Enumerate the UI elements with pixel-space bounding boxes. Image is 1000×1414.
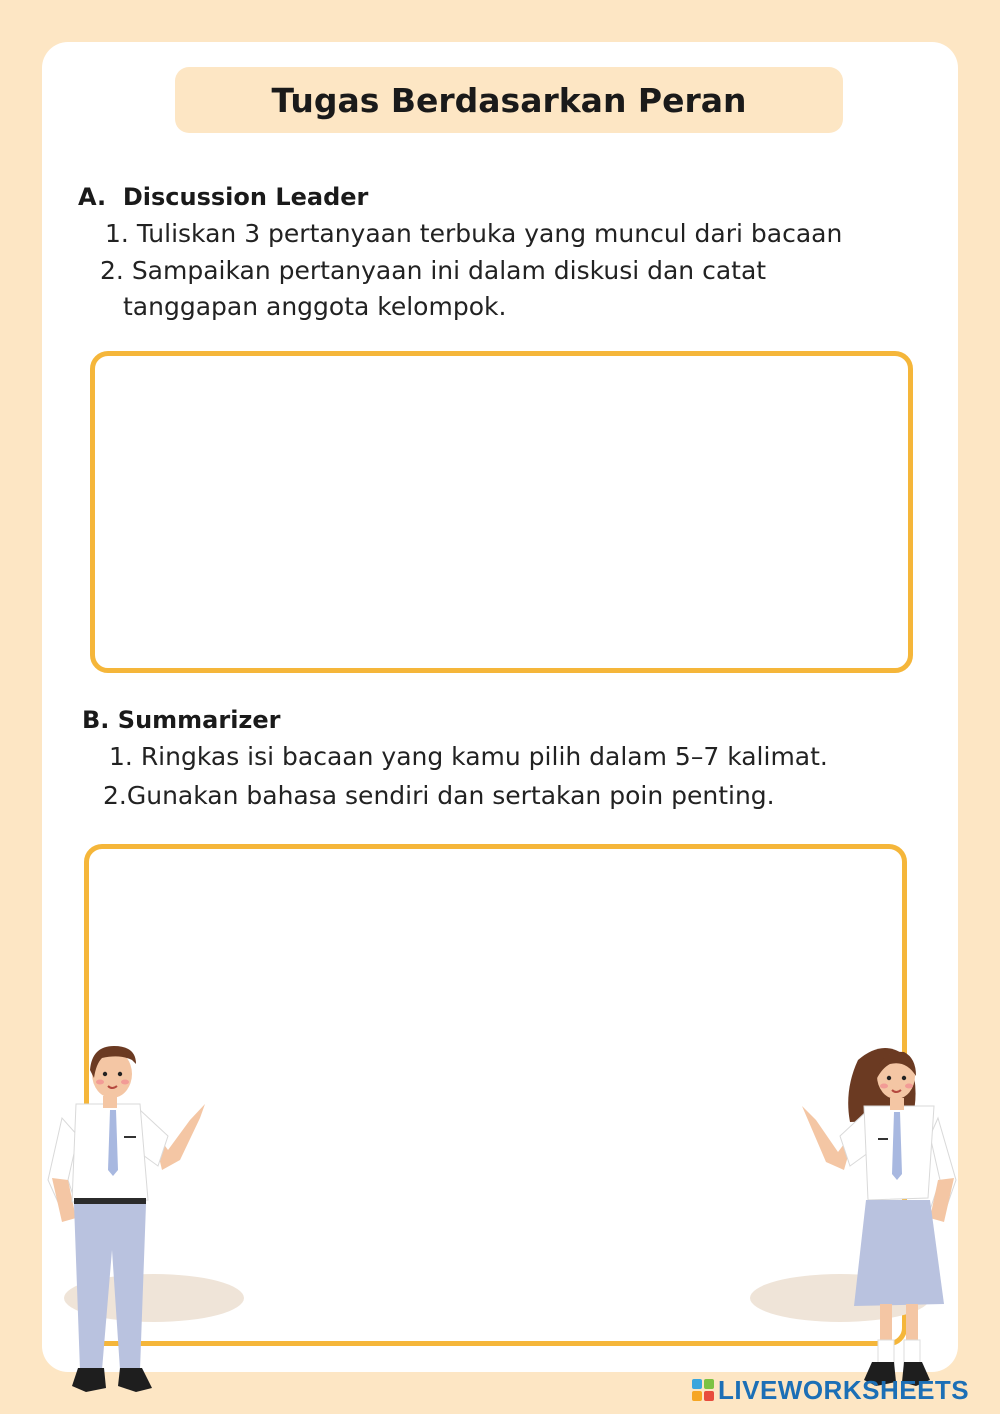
section-a-item-1 (105, 219, 842, 248)
brand-name: LIVEWORKSHEETS (718, 1374, 970, 1405)
item-text: Ringkas isi bacaan yang kamu pilih dalam 5–7 kalimat. (140, 742, 828, 771)
section-b-letter: B. (82, 706, 110, 734)
boy-student-illustration (40, 1040, 210, 1396)
section-a-heading (78, 183, 368, 211)
section-a-letter: A. (78, 183, 107, 211)
page-title: Tugas Berdasarkan Peran (175, 67, 843, 133)
answer-box-discussion-leader[interactable] (90, 351, 913, 673)
item-number: 1. (109, 742, 133, 771)
liveworksheets-brand (692, 1374, 969, 1406)
section-b-item-2 (103, 781, 775, 810)
section-a-item-2 (100, 256, 766, 285)
section-b-heading (82, 706, 281, 734)
item-number: 2. (103, 781, 127, 810)
section-a-item-2-continuation: tanggapan anggota kelompok. (123, 292, 507, 321)
item-number: 1. (105, 219, 129, 248)
girl-student-illustration (798, 1040, 968, 1396)
liveworksheets-logo-icon (692, 1379, 714, 1401)
section-a-title: Discussion Leader (122, 183, 369, 211)
item-text: Sampaikan pertanyaan ini dalam diskusi dan catat (131, 256, 767, 285)
item-text: Gunakan bahasa sendiri dan sertakan poin penting. (126, 781, 775, 810)
section-b-item-1 (109, 742, 828, 771)
section-b-title: Summarizer (117, 706, 281, 734)
item-text: Tuliskan 3 pertanyaan terbuka yang muncul dari bacaan (136, 219, 843, 248)
item-number: 2. (100, 256, 124, 285)
